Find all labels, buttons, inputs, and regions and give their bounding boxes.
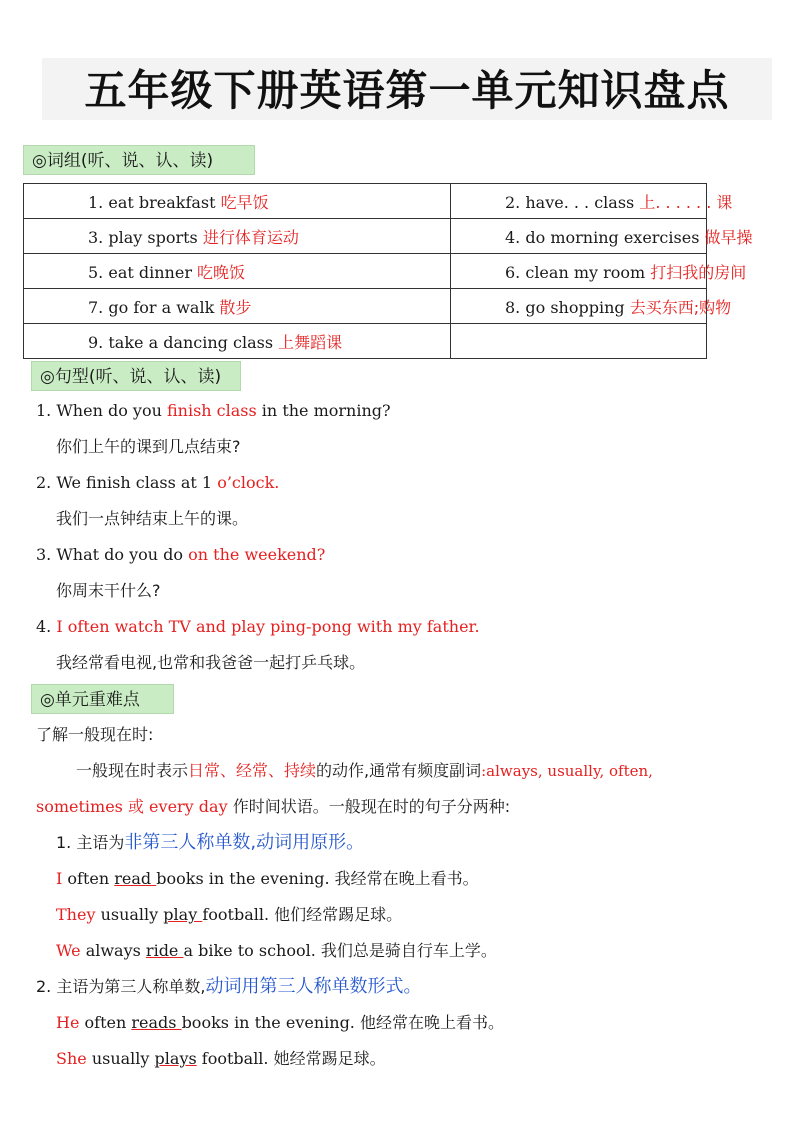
table-row: [24, 289, 707, 324]
sentence-1-translation: 你们上午的课到几点结束?: [56, 437, 241, 456]
table-cell: 7. go for a walk 散步: [24, 289, 451, 324]
sentence-2: 2. We finish class at 1 o’clock.: [36, 473, 280, 492]
table-cell: 1. eat breakfast 吃早饭: [24, 184, 451, 219]
rule-1: 1. 主语为非第三人称单数,动词用原形。: [56, 832, 365, 853]
page-title: 五年级下册英语第一单元知识盘点: [42, 58, 772, 120]
sentence-3-translation: 你周末干什么?: [56, 581, 161, 600]
example-1: I often read books in the evening. 我经常在晚上看书。: [56, 869, 479, 888]
section-header-phrases: ◎词组(听、说、认、读): [23, 145, 255, 175]
table-cell: 5. eat dinner 吃晚饭: [24, 254, 451, 289]
example-3: We always ride a bike to school. 我们总是骑自行车上学。: [56, 941, 497, 960]
table-row: [24, 254, 707, 289]
example-4: He often reads books in the evening. 他经常在晚上看书。: [56, 1013, 504, 1032]
table-cell: 8. go shopping 去买东西;购物: [451, 289, 707, 324]
example-2: They usually play football. 他们经常踢足球。: [56, 905, 403, 924]
sentence-4-translation: 我经常看电视,也常和我爸爸一起打乒乓球。: [56, 653, 366, 672]
table-row: [24, 184, 707, 219]
table-row: [24, 219, 707, 254]
table-cell: 2. have. . . class 上. . . . . . 课: [451, 184, 707, 219]
table-cell: 6. clean my room 打扫我的房间: [451, 254, 707, 289]
phrase-table: [23, 183, 753, 359]
key-intro: 了解一般现在时:: [36, 725, 154, 744]
example-5: She usually plays football. 她经常踢足球。: [56, 1049, 386, 1068]
table-row: [24, 324, 707, 359]
table-cell: 3. play sports 进行体育运动: [24, 219, 451, 254]
sentence-4: 4. I often watch TV and play ping-pong with my father.: [36, 617, 480, 636]
sentence-2-translation: 我们一点钟结束上午的课。: [56, 509, 249, 528]
rule-2: 2. 主语为第三人称单数,动词用第三人称单数形式。: [36, 976, 422, 997]
sentence-3: 3. What do you do on the weekend?: [36, 545, 326, 564]
table-cell-empty: [451, 324, 707, 359]
key-paragraph-2: sometimes 或 every day 作时间状语。一般现在时的句子分两种:: [36, 797, 511, 816]
table-cell: 9. take a dancing class 上舞蹈课: [24, 324, 451, 359]
key-paragraph-1: 一般现在时表示日常、经常、持续的动作,通常有频度副词:always, usually, often,: [76, 761, 653, 780]
section-header-sentences: ◎句型(听、说、认、读): [31, 361, 241, 391]
table-cell: 4. do morning exercises 做早操: [451, 219, 707, 254]
sentence-1: 1. When do you finish class in the morning?: [36, 401, 391, 420]
section-header-key-points: ◎单元重难点: [31, 684, 174, 714]
